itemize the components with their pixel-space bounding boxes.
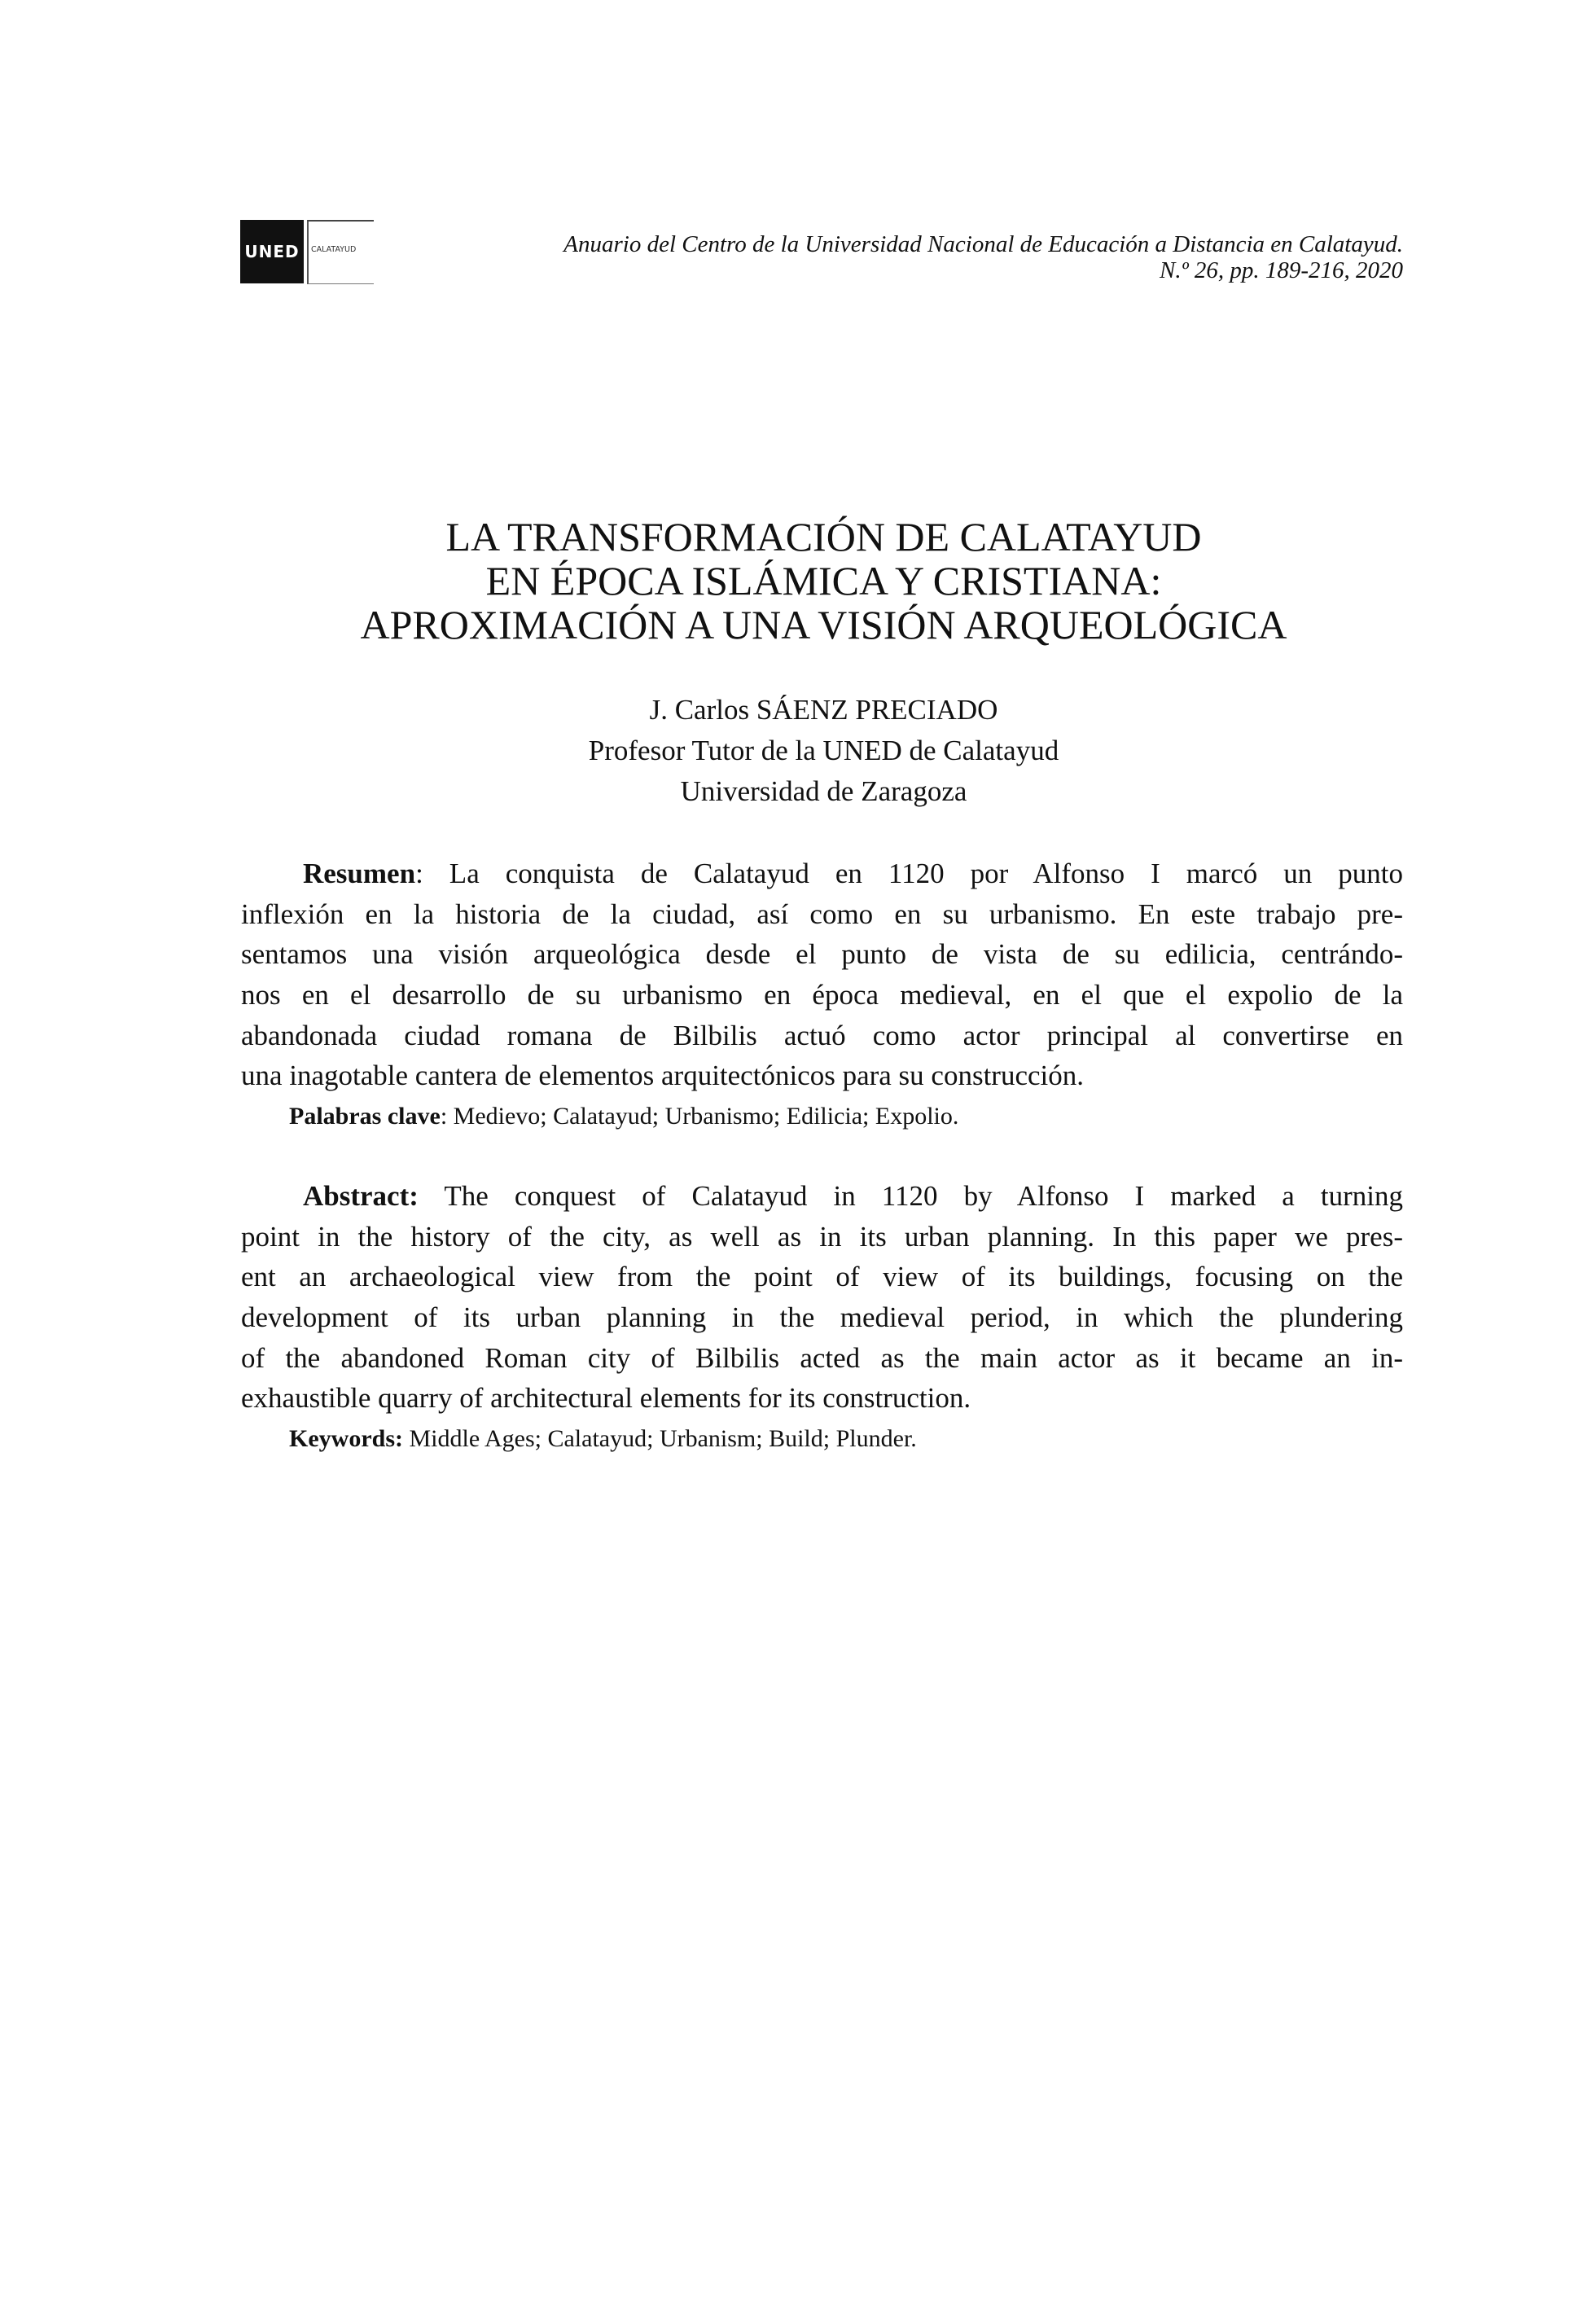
title-line: EN ÉPOCA ISLÁMICA Y CRISTIANA: (485, 558, 1162, 603)
abstract-line: point in the history of the city, as well as in its urban planning. In this paper we pres- (241, 1220, 1403, 1253)
issue-info: N.º 26, pp. 189-216, 2020 (1160, 257, 1403, 283)
author-block (244, 690, 1403, 812)
author-affiliation: Profesor Tutor de la UNED de Calatayud (588, 735, 1059, 766)
abstract-first-line: The conquest of Calatayud in 1120 by Alfonso I marked a turning (418, 1180, 1403, 1212)
uned-calatayud-logo (240, 220, 372, 283)
palabras-clave-label: Palabras clave (289, 1103, 441, 1130)
resumen-line (241, 853, 1403, 894)
keywords (289, 1424, 917, 1454)
abstract-line: development of its urban planning in the medieval period, in which the plundering (241, 1301, 1403, 1334)
logo-white-panel (307, 220, 374, 284)
title-line: LA TRANSFORMACIÓN DE CALATAYUD (445, 514, 1202, 559)
palabras-clave (289, 1102, 958, 1131)
running-header (375, 231, 1403, 283)
resumen-line: inflexión en la historia de la ciudad, así como en su urbanismo. En este trabajo pre- (241, 897, 1403, 930)
journal-name: Anuario del Centro de la Universidad Nacional de Educación a Distancia en Calatayud. (563, 231, 1403, 257)
abstract-line (241, 1176, 1403, 1217)
abstract-label: Abstract: (303, 1180, 419, 1212)
resumen-line: sentamos una visión arqueológica desde el punto de vista de su edilicia, centrándo- (241, 938, 1403, 971)
article-title (244, 515, 1403, 647)
resumen-label: Resumen (303, 858, 416, 889)
author-institution: Universidad de Zaragoza (680, 775, 967, 807)
logo-subtext: CALATAYUD (311, 245, 357, 254)
palabras-clave-sep: : (440, 1103, 448, 1130)
palabras-clave-list: Medievo; Calatayud; Urbanismo; Edilicia; Expolio. (447, 1103, 959, 1130)
keywords-label: Keywords: (289, 1425, 403, 1452)
abstract-paragraph (241, 1176, 1403, 1419)
resumen-line: una inagotable cantera de elementos arquitectónicos para su construcción. (241, 1060, 1084, 1092)
resumen-label-sep: : (415, 858, 423, 889)
resumen-paragraph (241, 853, 1403, 1096)
keywords-list: Middle Ages; Calatayud; Urbanism; Build; Plunder. (402, 1425, 917, 1452)
logo-mark: UNED (244, 242, 300, 261)
author-name: J. Carlos SÁENZ PRECIADO (649, 694, 998, 726)
abstract-line: exhaustible quarry of architectural elements for its construction. (241, 1382, 971, 1415)
resumen-line: abandonada ciudad romana de Bilbilis actuó como actor principal al convertirse en (241, 1019, 1403, 1051)
resumen-line: nos en el desarrollo de su urbanismo en época medieval, en el que el expolio de la (241, 979, 1403, 1011)
abstract-line: ent an archaeological view from the point of view of its buildings, focusing on the (241, 1261, 1403, 1293)
abstract-line: of the abandoned Roman city of Bilbilis acted as the main actor as it became an in- (241, 1341, 1403, 1374)
resumen-first-line: La conquista de Calatayud en 1120 por Alfonso I marcó un punto (423, 858, 1403, 889)
title-line: APROXIMACIÓN A UNA VISIÓN ARQUEOLÓGICA (360, 602, 1287, 647)
